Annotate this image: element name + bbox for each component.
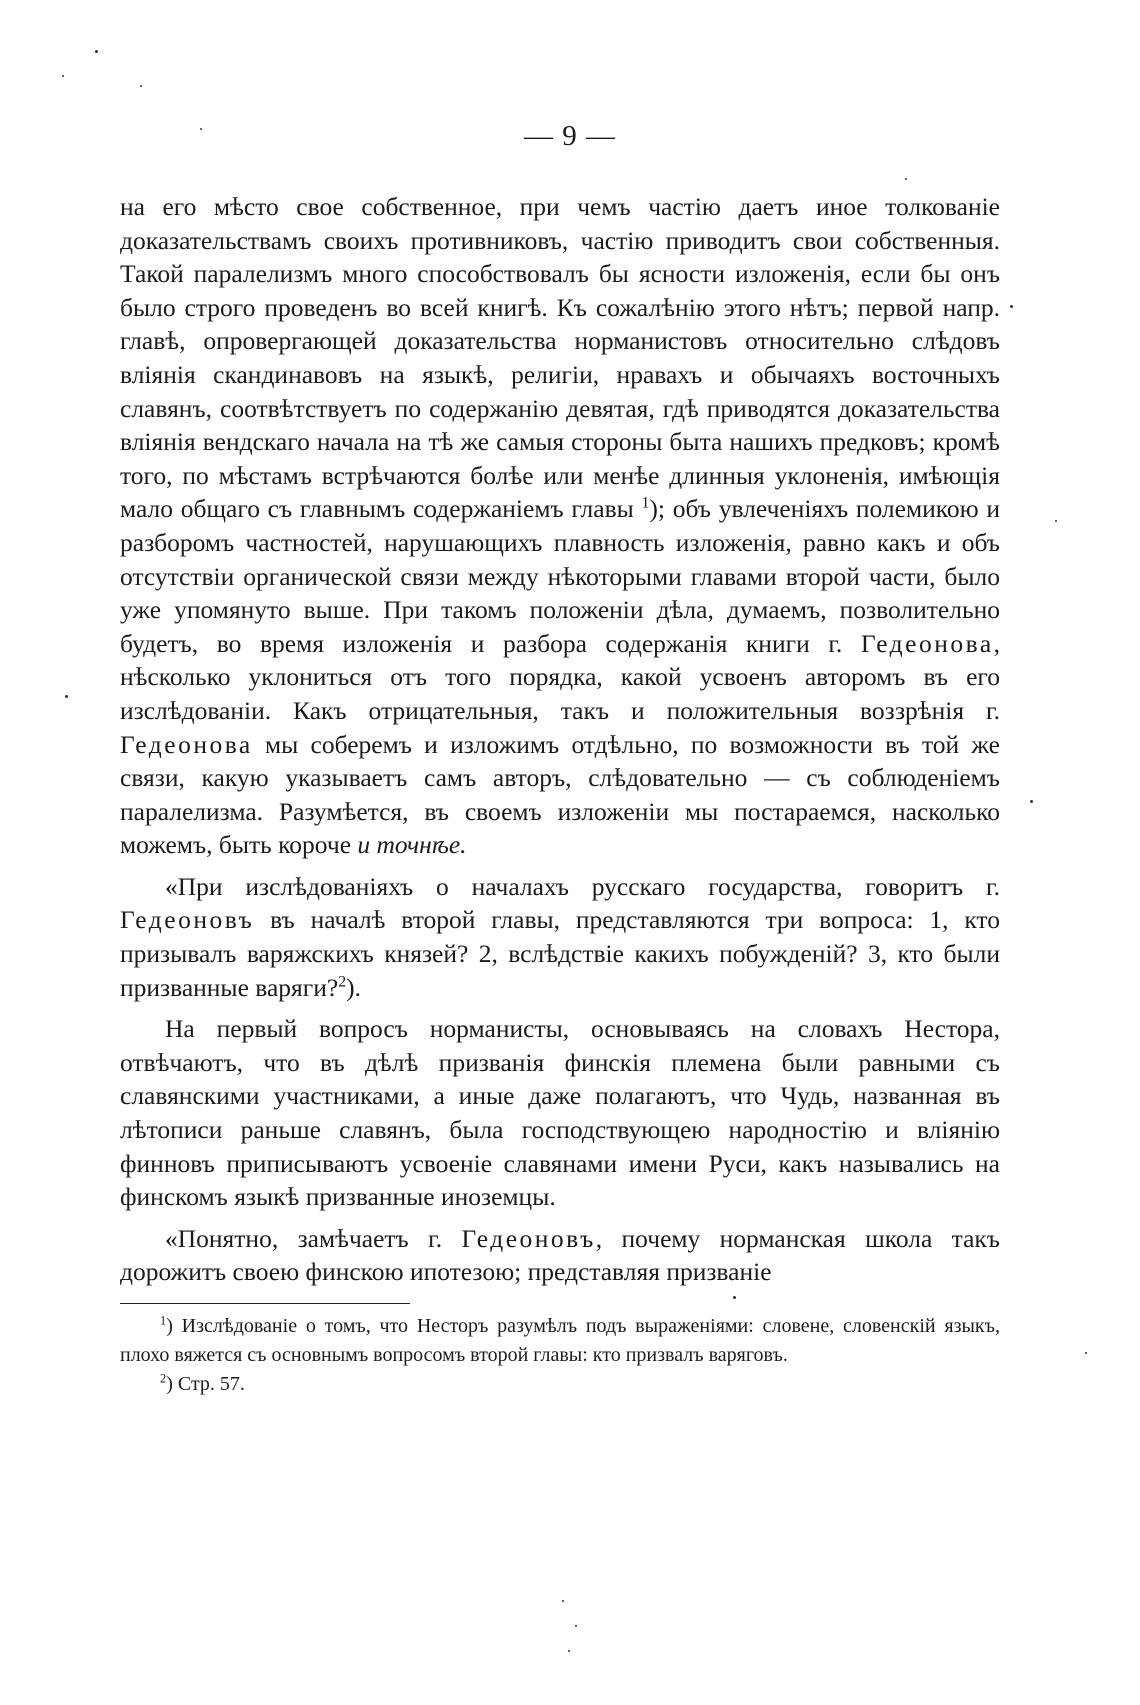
scan-speck — [1085, 1352, 1087, 1354]
scan-speck — [568, 1650, 570, 1652]
scan-speck — [1030, 800, 1033, 803]
scan-speck — [575, 1625, 577, 1627]
paragraph-1-text-d: мы соберемъ и изложимъ отдѣльно, по возможности въ той же связи, какую указываетъ самъ авторъ, слѣдовательно — съ соблюденіемъ паралелизма. Разумѣется, въ своемъ изложеніи мы постараемся, насколько можемъ, быть короче — [120, 729, 1000, 860]
footnote-divider — [120, 1303, 410, 1304]
paragraph-3: На первый вопросъ норманисты, основываясь на словахъ Нестора, отвѣчаютъ, что въ дѣлѣ призванія финскія племена были равными съ славянскими участниками, а иные даже полагаютъ, что Чудь, названная въ лѣтописи раньше славянъ, была господствующею народностію и вліянію финновъ приписываютъ усвоеніе славянами имени Руси, какъ назывались на финскомъ языкѣ призванные иноземцы. — [120, 1014, 1000, 1212]
page-number: — 9 — — [524, 120, 616, 152]
scan-speck — [733, 1296, 736, 1299]
footnotes — [120, 1312, 1000, 1399]
paragraph-1-text-b: ); объ увлеченіяхъ полемикою и разборомъ частностей, нарушающихъ плавность изложенія, равно какъ и объ отсутствіи органической связи между нѣкоторыми главами второй части, было уже упомянуто выше. При такомъ положеніи дѣла, думаемъ, позволительно будетъ, во время изложенія и разбора содержанія книги г. — [120, 494, 1001, 658]
paragraph-4-text: «Понятно, замѣчаетъ г. — [165, 1223, 443, 1253]
paragraph-4 — [120, 1222, 1000, 1289]
footnote-2-text: ) Стр. 57. — [166, 1373, 245, 1395]
scan-speck — [1010, 305, 1013, 308]
footnote-1-mark: 1 — [160, 1313, 167, 1328]
scan-speck — [62, 75, 64, 77]
paragraph-1-text: на его мѣсто свое собственное, при чемъ частію даетъ иное толкованіе доказательствамъ своихъ противниковъ, частію приводитъ свои собственныя. Такой паралелизмъ много способствовалъ бы ясности изложенія, если бы онъ было строго проведенъ во всей книгѣ. Къ сожалѣнію этого нѣтъ; первой напр. главѣ, опровергающей доказательства норманистовъ относительно слѣдовъ вліянія скандинавовъ на языкѣ, религіи, нравахъ и обычаяхъ восточныхъ славянъ, соотвѣтствуетъ по содержанію девятая, гдѣ приводятся доказательства вліянія вендскаго начала на тѣ же самыя стороны быта нашихъ предковъ; кромѣ того, по мѣстамъ встрѣчаются болѣе или менѣе длинныя уклоненія, имѣющія мало общаго съ главнымъ содержаніемъ главы — [120, 192, 1000, 524]
footnote-1-text: ) Изслѣдованіе о томъ, что Несторъ разумѣлъ подъ выраженіями: словене, словенскій языкъ, плохо вяжется съ основнымъ вопросомъ второй главы: кто призвалъ варяговъ. — [120, 1315, 1000, 1366]
footnote-2 — [120, 1370, 1000, 1399]
scan-speck — [562, 1600, 564, 1602]
scan-speck — [200, 128, 202, 130]
paragraph-2-text-c: ). — [346, 972, 361, 1002]
scan-speck — [1055, 520, 1057, 522]
footnote-ref-2: 2 — [338, 973, 347, 991]
footnote-1 — [120, 1312, 1000, 1370]
author-name: Гедеонова — [860, 628, 994, 658]
paragraph-1 — [120, 190, 1000, 862]
author-name: Гедеоновъ — [120, 905, 255, 935]
scan-speck — [65, 695, 68, 698]
paragraph-2-text: «При изслѣдованіяхъ о началахъ русскаго государства, говоритъ г. — [165, 871, 1000, 901]
scan-speck — [905, 178, 907, 180]
author-name: Гедеонова — [120, 729, 253, 759]
author-name: Гедеоновъ — [461, 1223, 596, 1253]
footnote-2-mark: 2 — [160, 1371, 167, 1386]
paragraph-4-text-b: , почему норманская школа такъ дорожитъ своею финскою ипотезою; представляя призваніе — [120, 1223, 1000, 1287]
scan-speck — [95, 50, 98, 53]
main-text — [120, 190, 1000, 1289]
footnote-ref-1: 1 — [641, 494, 650, 512]
paragraph-1-text-c: , нѣсколько уклониться отъ того порядка, какой усвоенъ авторомъ въ его изслѣдованіи. Какъ отрицательныя, такъ и положительныя воззрѣнія г. — [120, 628, 1001, 725]
paragraph-2-text-b: въ началѣ второй главы, представляются три вопроса: 1, кто призывалъ варяжскихъ князей? 2, вслѣдствіе какихъ побужденій? 3, кто были призванные варяги? — [120, 905, 1000, 1002]
paragraph-2 — [120, 870, 1000, 1004]
scan-speck — [140, 85, 142, 87]
italic-phrase: и точнѣе. — [357, 830, 467, 860]
